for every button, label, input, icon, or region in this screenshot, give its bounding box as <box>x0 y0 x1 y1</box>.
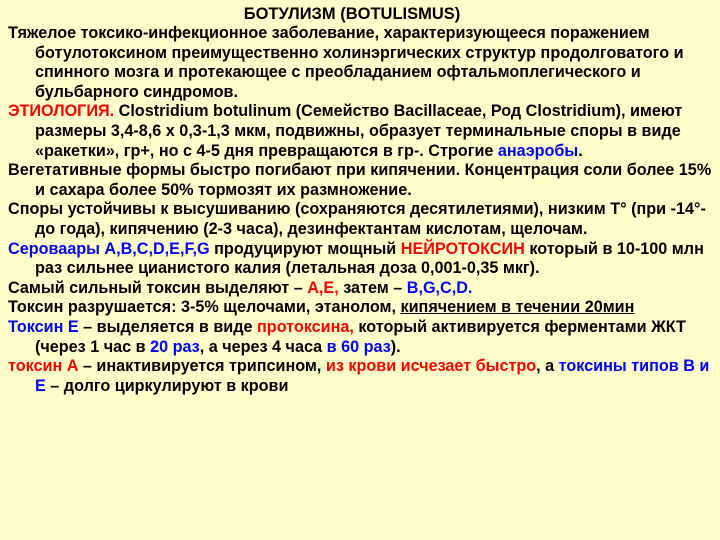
types-bgcd: B,G,C,D. <box>406 278 473 297</box>
toxin-destruction-paragraph <box>8 298 712 318</box>
etiology-paragraph <box>8 102 712 161</box>
etiology-end: . <box>578 141 583 160</box>
strongest-start: Самый сильный токсин выделяют – <box>8 278 308 297</box>
x20-term: 20 раз <box>150 337 200 356</box>
definition-paragraph: Тяжелое токсико-инфекционное заболевание, характеризующееся поражением ботулотоксином преимущественно холинэргических структур продолговатого и спинного мозга и протекающее с преобладанием офтальмоплегического и бульбарного синдромов. <box>8 24 684 101</box>
toxin-a-text-a: – инактивируется трипсином, <box>78 357 326 376</box>
spores-paragraph: Споры устойчивы к высушиванию (сохраняются десятилетиями), низким Т° (при -14°- до года), кипячению (2-3 часа), дезинфектантам кислотам, щелочам. <box>8 200 706 238</box>
toxin-e-term: Токсин Е <box>8 317 79 336</box>
toxin-e-text-c: , а через 4 часа <box>199 337 327 356</box>
serovars-paragraph <box>8 240 712 279</box>
protoxin-term: протоксина, <box>257 317 354 336</box>
serovars-mid: продуцируют мощный <box>209 239 401 258</box>
disappears-term: из крови исчезает быстро <box>325 357 537 376</box>
etiology-text: Clostridium botulinum (Семейство Bacillaceae, Род Clostridium), имеют размеры 3,4-8,6 х 0,3-1,3 мкм, подвижны, образует терминальные споры в виде «ракетки», гр+, но с 4-5 дня превращаются в гр-. Строгие <box>35 102 683 160</box>
toxin-e-paragraph <box>8 318 712 357</box>
toxin-a-paragraph <box>8 357 712 396</box>
strongest-mid: затем – <box>338 278 407 297</box>
toxin-e-text-b: который активируется ферментами ЖКТ (через 1 час в <box>35 317 686 356</box>
boiling-underlined: кипячением в течении 20мин <box>400 298 635 317</box>
vegetative-forms-paragraph: Вегетативные формы быстро погибают при кипячении. Концентрация соли более 15% и сахара более 50% тормозят их размножение. <box>8 161 712 199</box>
toxin-e-text-a: – выделяется в виде <box>78 317 258 336</box>
x60-term: в 60 раз <box>326 337 391 356</box>
etiology-label: ЭТИОЛОГИЯ. <box>8 102 115 121</box>
toxin-types-term: токсины типов В и Е <box>35 357 710 395</box>
types-ae: A,E, <box>307 278 339 297</box>
anaerobes-term: анаэробы <box>497 141 579 160</box>
strongest-toxin-paragraph <box>8 279 712 299</box>
serovars-term: Сероваары A,B,C,D,E,F,G <box>8 239 210 258</box>
slide-title: БОТУЛИЗМ (BOTULISMUS) <box>243 5 461 23</box>
toxin-a-term: токсин А <box>8 357 79 376</box>
destruction-start: Токсин разрушается: 3-5% щелочами, этанолом, <box>8 298 401 317</box>
toxin-e-text-d: ). <box>390 337 401 356</box>
toxin-a-text-c: – долго циркулируют в крови <box>45 376 289 395</box>
toxin-a-text-b: , а <box>536 357 559 376</box>
serovars-rest: который в 10-100 млн раз сильнее цианистого калия (летальная доза 0,001-0,35 мкг). <box>35 239 704 278</box>
neurotoxin-term: НЕЙРОТОКСИН <box>400 239 525 258</box>
